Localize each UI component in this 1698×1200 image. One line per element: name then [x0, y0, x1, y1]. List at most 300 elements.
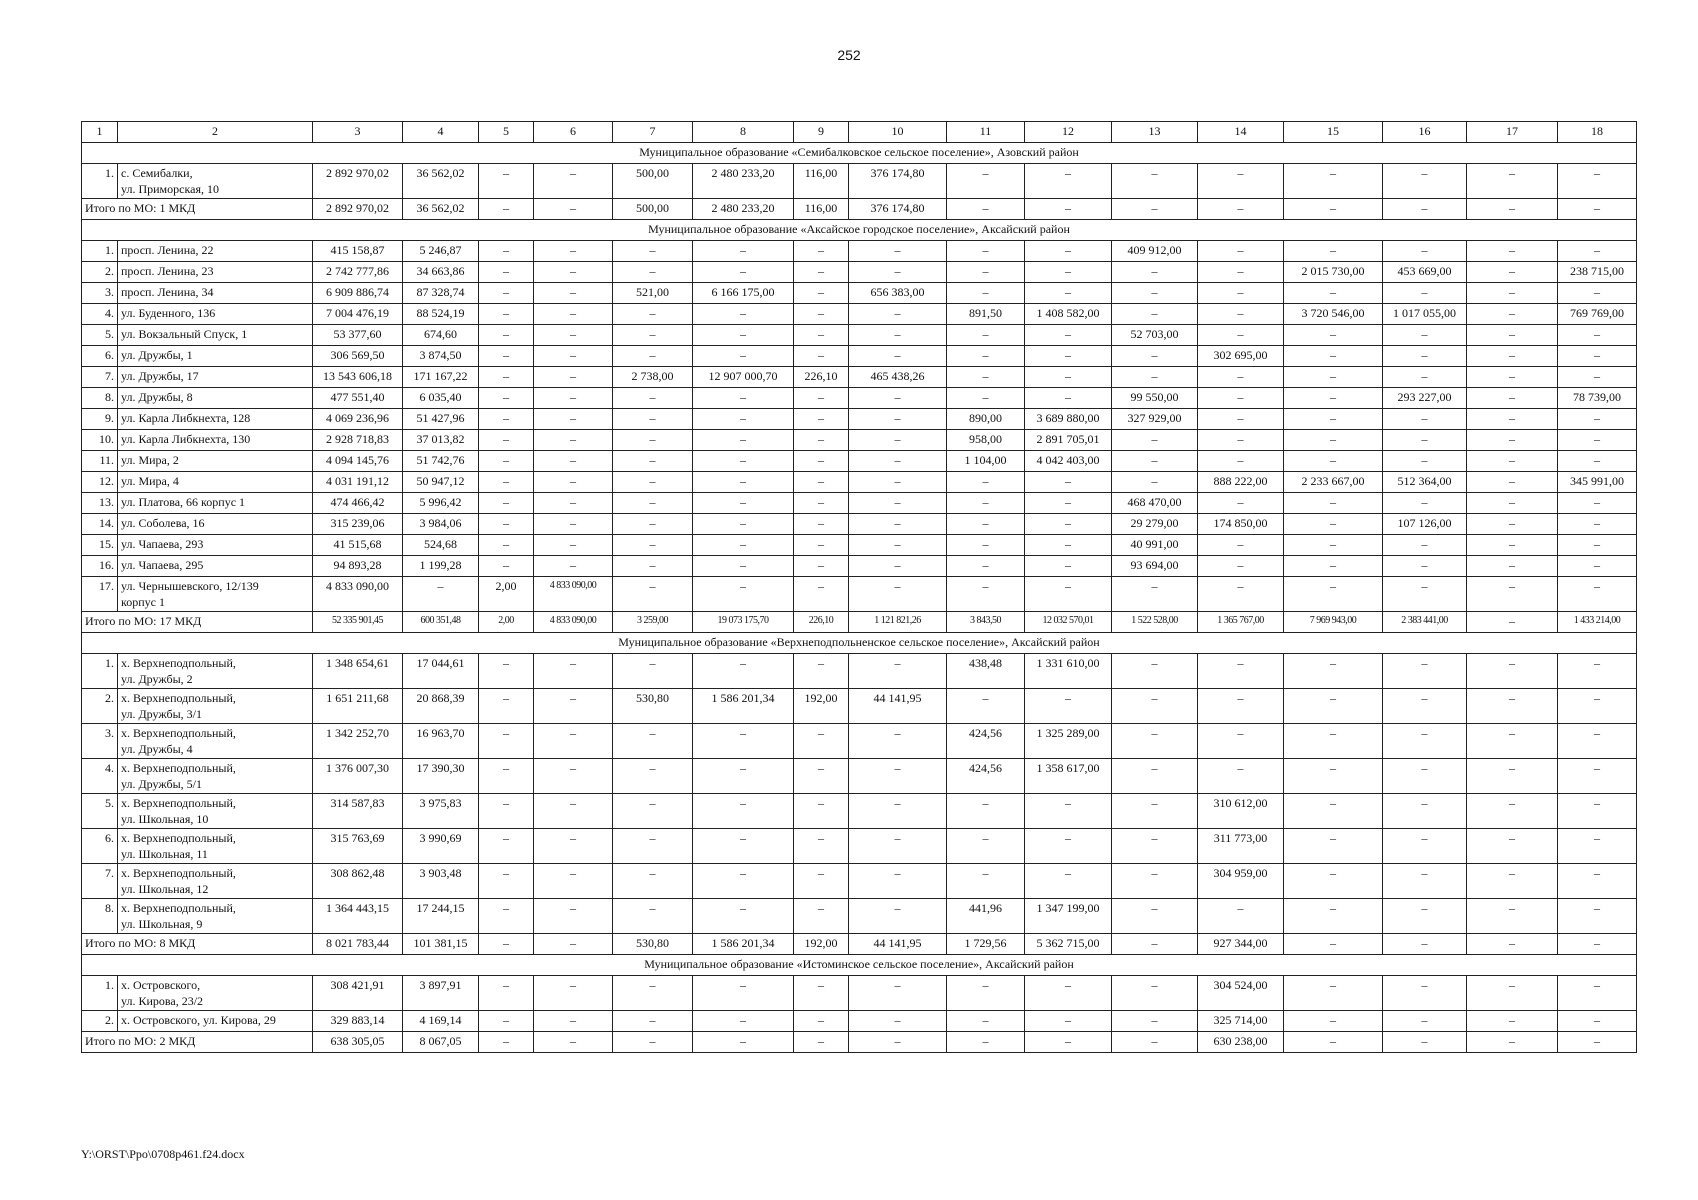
- total-value-cell: 1 522 528,00: [1112, 612, 1198, 633]
- row-index: 2.: [82, 1011, 118, 1032]
- row-index: 7.: [82, 864, 118, 899]
- value-cell: –: [1383, 794, 1467, 829]
- value-cell: –: [849, 899, 947, 934]
- value-cell: –: [1198, 262, 1284, 283]
- value-cell: –: [1467, 283, 1558, 304]
- table-row: [82, 409, 1637, 430]
- value-cell: 87 328,74: [403, 283, 479, 304]
- address-cell: х. Островского, ул. Кирова, 29: [118, 1011, 313, 1032]
- value-cell: –: [794, 304, 849, 325]
- total-value-cell: 44 141,95: [849, 934, 947, 955]
- total-value-cell: –: [1025, 199, 1112, 220]
- value-cell: –: [613, 654, 693, 689]
- value-cell: –: [613, 451, 693, 472]
- total-value-cell: 101 381,15: [403, 934, 479, 955]
- value-cell: –: [1198, 556, 1284, 577]
- value-cell: –: [1284, 346, 1383, 367]
- value-cell: 656 383,00: [849, 283, 947, 304]
- address-cell: х. Верхнеподпольный, ул. Дружбы, 2: [118, 654, 313, 689]
- total-value-cell: 1 365 767,00: [1198, 612, 1284, 633]
- value-cell: 315 239,06: [313, 514, 403, 535]
- row-index: 17.: [82, 577, 118, 612]
- value-cell: –: [1025, 283, 1112, 304]
- register-table: [81, 121, 1637, 1053]
- address-cell: просп. Ленина, 34: [118, 283, 313, 304]
- value-cell: –: [1112, 759, 1198, 794]
- column-number-cell: 6: [534, 122, 613, 143]
- value-cell: –: [1558, 794, 1637, 829]
- value-cell: –: [1198, 325, 1284, 346]
- value-cell: 6 035,40: [403, 388, 479, 409]
- value-cell: –: [1025, 241, 1112, 262]
- value-cell: –: [1558, 367, 1637, 388]
- total-value-cell: 116,00: [794, 199, 849, 220]
- row-index: 2.: [82, 262, 118, 283]
- total-value-cell: –: [479, 199, 534, 220]
- value-cell: –: [1558, 409, 1637, 430]
- address-cell: ул. Чернышевского, 12/139 корпус 1: [118, 577, 313, 612]
- total-value-cell: –: [1467, 934, 1558, 955]
- total-value-cell: –: [1558, 934, 1637, 955]
- row-index: 7.: [82, 367, 118, 388]
- row-index: 4.: [82, 759, 118, 794]
- total-value-cell: –: [479, 1032, 534, 1053]
- value-cell: 4 069 236,96: [313, 409, 403, 430]
- value-cell: –: [1284, 514, 1383, 535]
- value-cell: –: [849, 514, 947, 535]
- value-cell: –: [613, 304, 693, 325]
- value-cell: 3 689 880,00: [1025, 409, 1112, 430]
- value-cell: 29 279,00: [1112, 514, 1198, 535]
- total-value-cell: –: [1383, 199, 1467, 220]
- value-cell: –: [1198, 283, 1284, 304]
- value-cell: 329 883,14: [313, 1011, 403, 1032]
- value-cell: –: [1383, 864, 1467, 899]
- value-cell: 465 438,26: [849, 367, 947, 388]
- row-index: 6.: [82, 346, 118, 367]
- value-cell: –: [613, 829, 693, 864]
- total-value-cell: 630 238,00: [1198, 1032, 1284, 1053]
- value-cell: –: [1198, 899, 1284, 934]
- table-row: [82, 325, 1637, 346]
- total-value-cell: 2 480 233,20: [693, 199, 794, 220]
- value-cell: –: [947, 346, 1025, 367]
- value-cell: 4 169,14: [403, 1011, 479, 1032]
- column-number-cell: 13: [1112, 122, 1198, 143]
- value-cell: –: [1558, 1011, 1637, 1032]
- value-cell: 2,00: [479, 577, 534, 612]
- value-cell: –: [479, 164, 534, 199]
- value-cell: –: [947, 325, 1025, 346]
- value-cell: –: [1558, 654, 1637, 689]
- value-cell: –: [947, 535, 1025, 556]
- section-heading-row: [82, 633, 1637, 654]
- table-row: [82, 514, 1637, 535]
- value-cell: –: [534, 724, 613, 759]
- total-label: Итого по МО: 1 МКД: [82, 199, 313, 220]
- value-cell: –: [947, 794, 1025, 829]
- row-index: 13.: [82, 493, 118, 514]
- table-row: [82, 472, 1637, 493]
- value-cell: 6 909 886,74: [313, 283, 403, 304]
- value-cell: –: [1558, 325, 1637, 346]
- value-cell: –: [1198, 388, 1284, 409]
- value-cell: 7 004 476,19: [313, 304, 403, 325]
- value-cell: 5 996,42: [403, 493, 479, 514]
- value-cell: –: [534, 164, 613, 199]
- total-row: [82, 1032, 1637, 1053]
- value-cell: –: [794, 283, 849, 304]
- value-cell: –: [794, 899, 849, 934]
- value-cell: –: [1467, 654, 1558, 689]
- value-cell: –: [1112, 577, 1198, 612]
- value-cell: –: [534, 304, 613, 325]
- value-cell: 1 348 654,61: [313, 654, 403, 689]
- value-cell: –: [479, 430, 534, 451]
- value-cell: –: [947, 514, 1025, 535]
- table-row: [82, 654, 1637, 689]
- address-cell: х. Островского, ул. Кирова, 23/2: [118, 976, 313, 1011]
- total-value-cell: –: [534, 934, 613, 955]
- value-cell: 17 390,30: [403, 759, 479, 794]
- value-cell: 376 174,80: [849, 164, 947, 199]
- value-cell: –: [1112, 1011, 1198, 1032]
- total-row: [82, 934, 1637, 955]
- value-cell: –: [1558, 829, 1637, 864]
- address-cell: ул. Мира, 4: [118, 472, 313, 493]
- value-cell: –: [849, 304, 947, 325]
- total-label: Итого по МО: 17 МКД: [82, 612, 313, 633]
- value-cell: –: [534, 759, 613, 794]
- value-cell: –: [849, 241, 947, 262]
- table-row: [82, 864, 1637, 899]
- value-cell: –: [1025, 367, 1112, 388]
- value-cell: –: [1558, 556, 1637, 577]
- total-value-cell: 12 032 570,01: [1025, 612, 1112, 633]
- value-cell: –: [479, 556, 534, 577]
- table-row: [82, 899, 1637, 934]
- value-cell: –: [1558, 164, 1637, 199]
- value-cell: 512 364,00: [1383, 472, 1467, 493]
- value-cell: –: [534, 346, 613, 367]
- value-cell: –: [479, 325, 534, 346]
- value-cell: –: [794, 430, 849, 451]
- value-cell: –: [849, 724, 947, 759]
- value-cell: –: [849, 451, 947, 472]
- value-cell: –: [849, 472, 947, 493]
- value-cell: –: [479, 976, 534, 1011]
- value-cell: –: [947, 829, 1025, 864]
- value-cell: –: [534, 409, 613, 430]
- column-number-cell: 1: [82, 122, 118, 143]
- address-cell: х. Верхнеподпольный, ул. Дружбы, 3/1: [118, 689, 313, 724]
- value-cell: –: [1467, 367, 1558, 388]
- column-number-cell: 8: [693, 122, 794, 143]
- value-cell: 891,50: [947, 304, 1025, 325]
- value-cell: –: [1198, 164, 1284, 199]
- value-cell: –: [1558, 241, 1637, 262]
- value-cell: –: [849, 493, 947, 514]
- value-cell: –: [1284, 164, 1383, 199]
- value-cell: –: [1284, 535, 1383, 556]
- value-cell: 4 833 090,00: [534, 577, 613, 612]
- value-cell: 51 427,96: [403, 409, 479, 430]
- value-cell: 890,00: [947, 409, 1025, 430]
- total-value-cell: –: [1112, 1032, 1198, 1053]
- value-cell: –: [794, 864, 849, 899]
- value-cell: –: [1467, 430, 1558, 451]
- address-cell: просп. Ленина, 22: [118, 241, 313, 262]
- total-value-cell: –: [1383, 934, 1467, 955]
- value-cell: –: [534, 1011, 613, 1032]
- value-cell: –: [1284, 241, 1383, 262]
- value-cell: –: [1558, 577, 1637, 612]
- total-label: Итого по МО: 8 МКД: [82, 934, 313, 955]
- value-cell: –: [534, 388, 613, 409]
- value-cell: 3 903,48: [403, 864, 479, 899]
- value-cell: –: [1383, 556, 1467, 577]
- value-cell: –: [1198, 724, 1284, 759]
- value-cell: –: [947, 577, 1025, 612]
- column-number-cell: 14: [1198, 122, 1284, 143]
- total-value-cell: 192,00: [794, 934, 849, 955]
- value-cell: –: [613, 346, 693, 367]
- value-cell: –: [1558, 899, 1637, 934]
- value-cell: –: [1112, 367, 1198, 388]
- total-value-cell: –: [1025, 1032, 1112, 1053]
- value-cell: –: [693, 577, 794, 612]
- address-cell: ул. Чапаева, 295: [118, 556, 313, 577]
- value-cell: –: [1025, 388, 1112, 409]
- value-cell: –: [534, 451, 613, 472]
- value-cell: –: [613, 899, 693, 934]
- value-cell: 477 551,40: [313, 388, 403, 409]
- value-cell: 327 929,00: [1112, 409, 1198, 430]
- value-cell: –: [794, 493, 849, 514]
- total-value-cell: 19 073 175,70: [693, 612, 794, 633]
- value-cell: –: [947, 1011, 1025, 1032]
- value-cell: –: [613, 388, 693, 409]
- total-value-cell: 2,00: [479, 612, 534, 633]
- value-cell: 17 244,15: [403, 899, 479, 934]
- total-value-cell: –: [534, 1032, 613, 1053]
- address-cell: х. Верхнеподпольный, ул. Дружбы, 5/1: [118, 759, 313, 794]
- total-value-cell: –: [1284, 199, 1383, 220]
- value-cell: –: [1284, 654, 1383, 689]
- value-cell: 78 739,00: [1558, 388, 1637, 409]
- value-cell: 1 199,28: [403, 556, 479, 577]
- value-cell: –: [1112, 430, 1198, 451]
- value-cell: –: [1284, 430, 1383, 451]
- value-cell: 441,96: [947, 899, 1025, 934]
- value-cell: –: [534, 689, 613, 724]
- value-cell: –: [947, 367, 1025, 388]
- value-cell: 3 990,69: [403, 829, 479, 864]
- value-cell: –: [1383, 164, 1467, 199]
- value-cell: –: [1112, 164, 1198, 199]
- address-cell: ул. Платова, 66 корпус 1: [118, 493, 313, 514]
- value-cell: –: [479, 899, 534, 934]
- value-cell: –: [1112, 829, 1198, 864]
- value-cell: –: [1198, 689, 1284, 724]
- value-cell: 424,56: [947, 759, 1025, 794]
- value-cell: –: [1558, 864, 1637, 899]
- total-row: [82, 199, 1637, 220]
- value-cell: –: [849, 794, 947, 829]
- address-cell: ул. Дружбы, 17: [118, 367, 313, 388]
- value-cell: –: [613, 577, 693, 612]
- value-cell: –: [1558, 514, 1637, 535]
- value-cell: 41 515,68: [313, 535, 403, 556]
- total-value-cell: 3 259,00: [613, 612, 693, 633]
- total-value-cell: 638 305,05: [313, 1032, 403, 1053]
- table-row: [82, 759, 1637, 794]
- total-value-cell: –: [1284, 934, 1383, 955]
- value-cell: 1 342 252,70: [313, 724, 403, 759]
- address-cell: ул. Соболева, 16: [118, 514, 313, 535]
- value-cell: 36 562,02: [403, 164, 479, 199]
- total-value-cell: 530,80: [613, 934, 693, 955]
- value-cell: –: [1284, 283, 1383, 304]
- value-cell: –: [849, 262, 947, 283]
- value-cell: –: [1025, 325, 1112, 346]
- value-cell: 1 651 211,68: [313, 689, 403, 724]
- value-cell: –: [849, 654, 947, 689]
- value-cell: –: [534, 430, 613, 451]
- value-cell: –: [1284, 451, 1383, 472]
- column-number-cell: 10: [849, 122, 947, 143]
- value-cell: –: [849, 577, 947, 612]
- table-row: [82, 430, 1637, 451]
- address-cell: ул. Карла Либкнехта, 130: [118, 430, 313, 451]
- row-index: 1.: [82, 164, 118, 199]
- value-cell: –: [1383, 346, 1467, 367]
- value-cell: –: [947, 493, 1025, 514]
- value-cell: 2 892 970,02: [313, 164, 403, 199]
- value-cell: 1 017 055,00: [1383, 304, 1467, 325]
- address-cell: ул. Дружбы, 1: [118, 346, 313, 367]
- section-heading-row: [82, 143, 1637, 164]
- value-cell: 1 358 617,00: [1025, 759, 1112, 794]
- row-index: 6.: [82, 829, 118, 864]
- value-cell: –: [534, 899, 613, 934]
- value-cell: 1 586 201,34: [693, 689, 794, 724]
- value-cell: 4 833 090,00: [313, 577, 403, 612]
- value-cell: 171 167,22: [403, 367, 479, 388]
- table-row: [82, 1011, 1637, 1032]
- value-cell: –: [794, 388, 849, 409]
- value-cell: 769 769,00: [1558, 304, 1637, 325]
- value-cell: –: [1467, 759, 1558, 794]
- value-cell: –: [1467, 556, 1558, 577]
- total-value-cell: –: [1467, 1032, 1558, 1053]
- value-cell: –: [1558, 724, 1637, 759]
- row-index: 8.: [82, 899, 118, 934]
- value-cell: –: [479, 493, 534, 514]
- value-cell: 34 663,86: [403, 262, 479, 283]
- value-cell: –: [1467, 493, 1558, 514]
- value-cell: –: [693, 864, 794, 899]
- column-number-cell: 3: [313, 122, 403, 143]
- value-cell: –: [693, 409, 794, 430]
- value-cell: –: [794, 976, 849, 1011]
- column-number-cell: 4: [403, 122, 479, 143]
- value-cell: –: [1198, 451, 1284, 472]
- value-cell: –: [479, 409, 534, 430]
- value-cell: –: [794, 724, 849, 759]
- value-cell: –: [534, 472, 613, 493]
- value-cell: 409 912,00: [1112, 241, 1198, 262]
- value-cell: –: [479, 304, 534, 325]
- value-cell: –: [849, 864, 947, 899]
- value-cell: –: [794, 346, 849, 367]
- value-cell: –: [1112, 304, 1198, 325]
- value-cell: –: [1284, 864, 1383, 899]
- value-cell: –: [947, 241, 1025, 262]
- value-cell: 3 984,06: [403, 514, 479, 535]
- row-index: 5.: [82, 325, 118, 346]
- value-cell: –: [1467, 388, 1558, 409]
- total-value-cell: –: [1558, 199, 1637, 220]
- column-number-cell: 7: [613, 122, 693, 143]
- section-title: Муниципальное образование «Семибалковское сельское поселение», Азовский район: [82, 143, 1637, 164]
- value-cell: –: [794, 654, 849, 689]
- value-cell: 2 891 705,01: [1025, 430, 1112, 451]
- total-value-cell: 52 335 901,45: [313, 612, 403, 633]
- column-number-cell: 9: [794, 122, 849, 143]
- value-cell: –: [1284, 829, 1383, 864]
- value-cell: 1 364 443,15: [313, 899, 403, 934]
- value-cell: –: [534, 367, 613, 388]
- total-value-cell: –: [794, 1032, 849, 1053]
- value-cell: –: [479, 829, 534, 864]
- value-cell: –: [1558, 493, 1637, 514]
- value-cell: 226,10: [794, 367, 849, 388]
- value-cell: –: [947, 556, 1025, 577]
- value-cell: –: [693, 304, 794, 325]
- value-cell: –: [479, 689, 534, 724]
- value-cell: –: [1383, 535, 1467, 556]
- value-cell: –: [693, 514, 794, 535]
- table-row: [82, 262, 1637, 283]
- row-index: 11.: [82, 451, 118, 472]
- value-cell: –: [1558, 759, 1637, 794]
- value-cell: –: [947, 689, 1025, 724]
- section-title: Муниципальное образование «Аксайское городское поселение», Аксайский район: [82, 220, 1637, 241]
- total-value-cell: –: [1284, 1032, 1383, 1053]
- total-value-cell: 2 892 970,02: [313, 199, 403, 220]
- total-value-cell: –: [947, 1032, 1025, 1053]
- value-cell: –: [1383, 577, 1467, 612]
- value-cell: –: [1284, 493, 1383, 514]
- value-cell: –: [1558, 451, 1637, 472]
- value-cell: –: [1025, 829, 1112, 864]
- value-cell: –: [794, 262, 849, 283]
- value-cell: –: [1467, 864, 1558, 899]
- column-number-cell: 15: [1284, 122, 1383, 143]
- value-cell: –: [1383, 430, 1467, 451]
- row-index: 3.: [82, 283, 118, 304]
- value-cell: 1 347 199,00: [1025, 899, 1112, 934]
- table-row: [82, 794, 1637, 829]
- value-cell: –: [534, 976, 613, 1011]
- value-cell: –: [1112, 899, 1198, 934]
- value-cell: –: [1383, 451, 1467, 472]
- value-cell: –: [479, 451, 534, 472]
- table-row: [82, 829, 1637, 864]
- value-cell: 2 738,00: [613, 367, 693, 388]
- value-cell: –: [693, 325, 794, 346]
